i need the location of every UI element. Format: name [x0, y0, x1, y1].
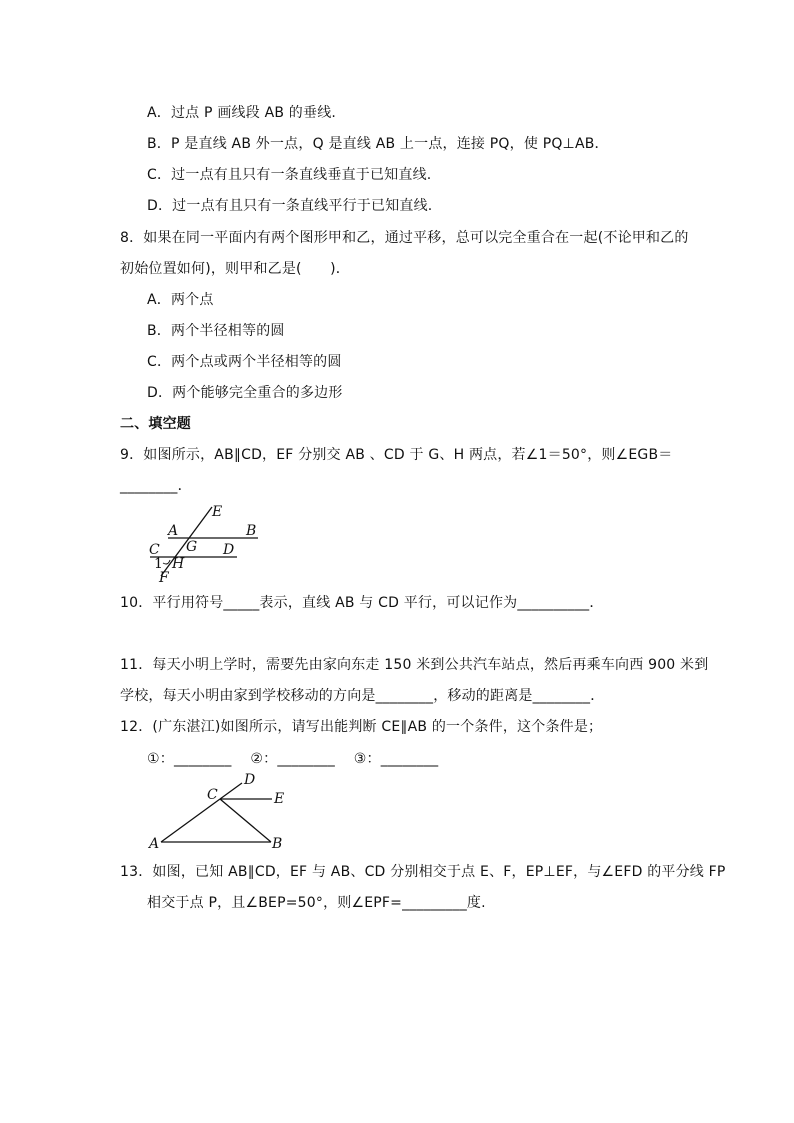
q8-stem-line1: 8．如果在同一平面内有两个图形甲和乙，通过平移，总可以完全重合在一起(不论甲和乙的	[120, 230, 689, 246]
q9-label-g: G	[186, 539, 198, 555]
q9-stem-line2: ________．	[120, 478, 192, 494]
q13-stem-line1: 13．如图，已知 AB∥CD，EF 与 AB、CD 分别相交于点 E、F，EP⊥EF，与∠EFD 的平分线 FP	[120, 864, 726, 880]
q9-label-c: C	[149, 542, 160, 558]
q11-stem-line2: 学校，每天小明由家到学校移动的方向是________，移动的距离是________．	[120, 688, 605, 704]
q8-option-d: D．两个能够完全重合的多边形	[147, 385, 343, 401]
q9-label-a: A	[168, 523, 179, 539]
q7-option-b: B．P 是直线 AB 外一点，Q 是直线 AB 上一点，连接 PQ，使 PQ⊥AB．	[147, 136, 609, 152]
q9-label-e: E	[212, 504, 223, 520]
q12-label-e: E	[274, 791, 285, 807]
q9-label-h: H	[172, 556, 185, 572]
section-title-fill-in: 二、填空题	[120, 416, 191, 432]
q9-label-f: F	[159, 570, 169, 586]
q8-option-b: B．两个半径相等的圆	[147, 323, 285, 339]
q7-option-c: C．过一点有且只有一条直线垂直于已知直线.	[147, 167, 432, 183]
q12-label-d: D	[244, 772, 256, 788]
q12-line-ac	[161, 799, 220, 842]
q10-stem: 10．平行用符号_____表示，直线 AB 与 CD 平行，可以记作为__________．	[120, 595, 604, 611]
q9-label-b: B	[246, 523, 257, 539]
q13-stem-line2: 相交于点 P，且∠BEP=50°，则∠EPF=_________度.	[147, 895, 486, 911]
q12-label-c: C	[207, 787, 218, 803]
q7-option-d: D．过一点有且只有一条直线平行于已知直线.	[147, 198, 433, 214]
q12-line-cd	[220, 783, 242, 799]
q11-stem-line1: 11．每天小明上学时，需要先由家向东走 150 米到公共汽车站点，然后再乘车向西 900 米到	[120, 657, 709, 673]
q7-option-a: A．过点 P 画线段 AB 的垂线.	[147, 105, 337, 121]
q12-label-a: A	[149, 836, 160, 852]
q8-stem-line2: 初始位置如何)，则甲和乙是( )．	[120, 261, 350, 277]
q9-label-d: D	[223, 542, 235, 558]
q9-angle-1-arc	[163, 560, 170, 564]
q8-option-c: C．两个点或两个半径相等的圆	[147, 354, 342, 370]
q9-figure	[140, 500, 270, 588]
q12-label-b: B	[272, 836, 283, 852]
q9-stem-line1: 9．如图所示，AB∥CD，EF 分别交 AB 、CD 于 G、H 两点，若∠1＝50°，则∠EGB＝	[120, 447, 673, 463]
q12-answer-blanks: ①：________ ②：________ ③：________	[147, 751, 439, 767]
q12-stem: 12．(广东湛江)如图所示，请写出能判断 CE∥AB 的一个条件，这个条件是；	[120, 719, 603, 735]
q12-figure	[145, 770, 295, 852]
q9-label-1: 1	[154, 556, 163, 572]
q12-line-cb	[220, 799, 271, 842]
q8-option-a: A．两个点	[147, 292, 214, 308]
